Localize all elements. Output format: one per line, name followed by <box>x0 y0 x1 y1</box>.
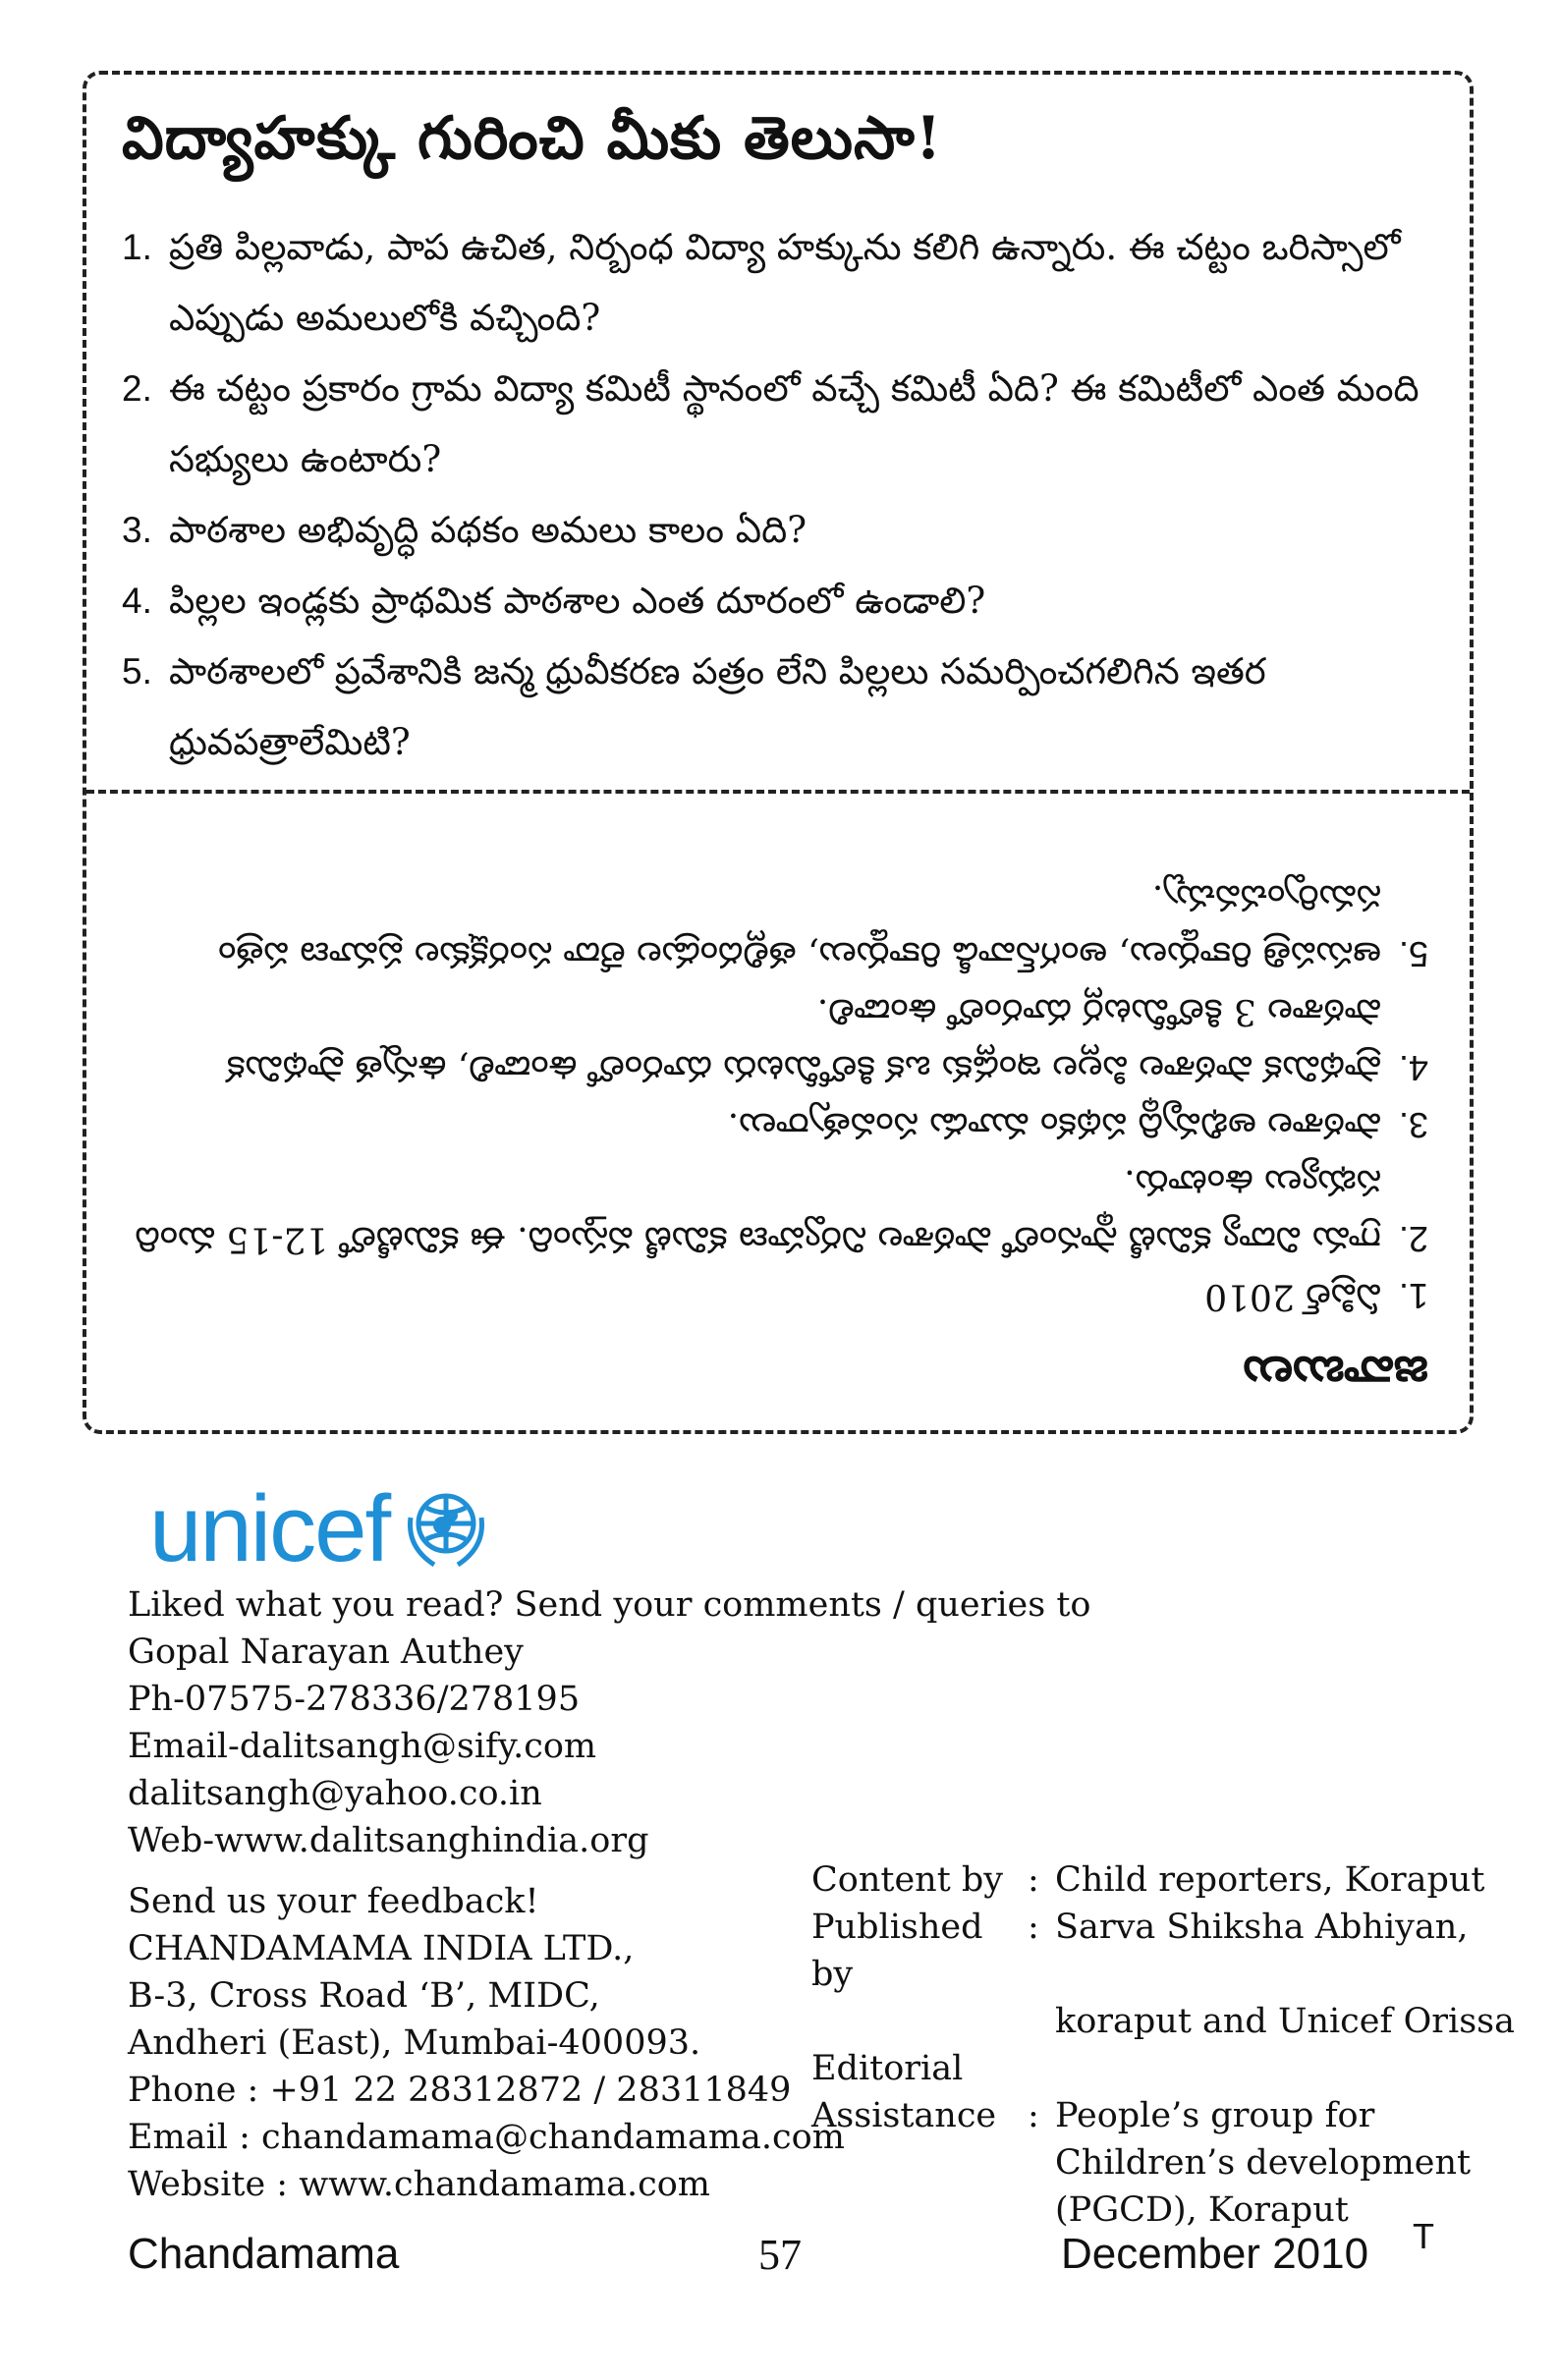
contact-block <box>128 1581 1090 1864</box>
answer-item <box>122 982 1428 1096</box>
credit-row <box>811 2186 1515 2234</box>
unicef-wordmark: unicef <box>149 1476 390 1581</box>
question-item <box>122 637 1428 778</box>
credit-separator <box>1028 2186 1055 2234</box>
credit-value: Sarva Shiksha Abhiyan, <box>1055 1908 1469 1947</box>
credit-row <box>811 2092 1515 2139</box>
question-item <box>122 354 1428 495</box>
question-text: ఈ చట్టం ప్రకారం గ్రామ విద్యా కమిటీ స్థానంలో వచ్చే కమిటీ ఏది? ఈ కమిటీలో ఎంత మంది సభ్యులు ఉంటారు? <box>169 367 1420 480</box>
credit-label <box>811 2139 1028 2186</box>
publisher-line: B-3, Cross Road ‘B’, MIDC, <box>128 1976 600 2016</box>
footer-page-number: 57 <box>758 2231 802 2279</box>
credit-label <box>811 1998 1028 2045</box>
credit-separator: : <box>1028 1860 1039 1900</box>
contact-line: Gopal Narayan Authey <box>128 1633 524 1672</box>
answer-text: ప్రాథమిక పాఠశాల పిల్లల ఇండ్లకు ఒక కిలోమీటరు దూరంలో ఉండాలి, ఉన్నత ప్రాథమిక పాఠశాల 3 కిలోమీటర్ల దూరంలో ఉండాలి. <box>226 991 1381 1088</box>
credit-label: Content by <box>811 1860 1004 1900</box>
credit-row <box>811 1998 1515 2045</box>
answer-item <box>122 1153 1428 1267</box>
credit-separator <box>1028 2139 1055 2186</box>
question-number: 3. <box>122 510 152 550</box>
quiz-title: విద్యాహక్కు గురించి మీకు తెలుసా! <box>122 104 943 173</box>
credit-row <box>811 1856 1515 1904</box>
question-item <box>122 495 1428 566</box>
question-number: 5. <box>122 651 152 692</box>
contact-line: dalitsangh@yahoo.co.in <box>128 1774 542 1813</box>
credit-row <box>811 1904 1515 1998</box>
publisher-line: Email : chandamama@chandamama.com <box>128 2118 845 2157</box>
answer-number: 3. <box>1398 1105 1428 1145</box>
credit-separator <box>1028 1998 1055 2045</box>
question-number: 2. <box>122 368 152 409</box>
answer-item <box>122 1096 1428 1153</box>
question-item <box>122 566 1428 637</box>
footer-mark: T <box>1413 2216 1434 2256</box>
question-item <box>122 212 1428 354</box>
unicef-emblem-icon <box>397 1478 495 1580</box>
question-text: పాఠశాల అభివృద్ధి పథకం అమలు కాలం ఏది? <box>169 509 807 551</box>
publisher-line: Send us your feedback! <box>128 1882 539 1921</box>
credit-value: People’s group for <box>1055 2096 1375 2135</box>
credit-separator <box>1028 2045 1055 2092</box>
credit-separator: : <box>1028 1908 1039 1947</box>
answer-number: 1. <box>1398 1276 1428 1316</box>
answer-number: 5. <box>1398 934 1428 974</box>
question-list <box>122 212 1428 778</box>
publisher-line: Website : www.chandamama.com <box>128 2165 710 2204</box>
credit-label <box>811 2186 1028 2234</box>
contact-line: Ph-07575-278336/278195 <box>128 1680 581 1719</box>
footer-magazine-name: Chandamama <box>128 2230 400 2278</box>
publisher-line: CHANDAMAMA INDIA LTD., <box>128 1929 635 1968</box>
question-text: పిల్లల ఇండ్లకు ప్రాథమిక పాఠశాల ఎంత దూరంలో ఉండాలి? <box>169 580 986 622</box>
footer-issue-date: December 2010 <box>1061 2230 1369 2278</box>
question-text: ప్రతి పిల్లవాడు, పాప ఉచిత, నిర్బంధ విద్యా హక్కును కలిగి ఉన్నారు. ఈ చట్టం ఒరిస్సాలో ఎప్పుడు అమలులోకి వచ్చింది? <box>169 226 1401 339</box>
question-number: 1. <box>122 227 152 267</box>
answers-title: జవాబులు <box>1243 1346 1428 1401</box>
answer-text: గ్రామ విద్యా కమిటీ స్థానంలో పాఠశాల నిర్వహణ కమిటీ వస్తుంది. ఈ కమిటీలో 12-15 మంది సభ్యులు ఉంటారు. <box>135 1162 1381 1259</box>
credit-value: Child reporters, Koraput <box>1055 1860 1485 1900</box>
credit-label: Published by <box>811 1908 983 1994</box>
credit-row <box>811 2139 1515 2186</box>
credit-value: (PGCD), Koraput <box>1055 2190 1349 2230</box>
question-number: 4. <box>122 581 152 621</box>
credit-label: Editorial <box>811 2049 964 2088</box>
credit-separator: : <box>1028 2096 1039 2135</box>
answer-number: 4. <box>1398 1048 1428 1088</box>
publisher-line: Andheri (East), Mumbai-400093. <box>128 2023 701 2063</box>
publisher-line: Phone : +91 22 28312872 / 28311849 <box>128 2071 792 2110</box>
credit-value: Children’s development <box>1055 2143 1472 2183</box>
answer-number: 2. <box>1398 1219 1428 1259</box>
contact-line: Email-dalitsangh@sify.com <box>128 1727 597 1766</box>
answer-text: ఏప్రిల్ 2010 <box>1204 1276 1381 1316</box>
contact-line: Liked what you read? Send your comments / queries to <box>128 1585 1091 1625</box>
unicef-logo <box>149 1475 495 1583</box>
question-text: పాఠశాలలో ప్రవేశానికి జన్మ ధ్రువీకరణ పత్రం లేని పిల్లలు సమర్పించగలిగిన ఇతర ధ్రువపత్రాలేమిటి? <box>169 650 1266 763</box>
answer-text: ఆసుపత్రి రికార్డులు, అంగన్‌వాడీ రికార్డులు, తల్లిదండ్రుల లేదా సంరక్షకుల ప్రమాణ పత్రం సమర్పించవచ్చు. <box>218 877 1381 974</box>
credit-label: Assistance <box>811 2096 997 2135</box>
publisher-block <box>128 1878 845 2208</box>
quiz-box <box>83 71 1474 1434</box>
answers-section-upside-down <box>122 851 1428 1401</box>
answer-item <box>122 1267 1428 1324</box>
contact-line: Web-www.dalitsanghindia.org <box>128 1821 649 1860</box>
credit-row <box>811 2045 1515 2092</box>
answer-item <box>122 868 1428 982</box>
credit-value: koraput and Unicef Orissa <box>1055 2002 1515 2041</box>
answer-text: పాఠశాల అభివృద్ధి పథకం మూడు సంవత్సరాలు. <box>727 1105 1381 1145</box>
credits-block <box>811 1856 1515 2234</box>
section-divider <box>86 790 1470 794</box>
